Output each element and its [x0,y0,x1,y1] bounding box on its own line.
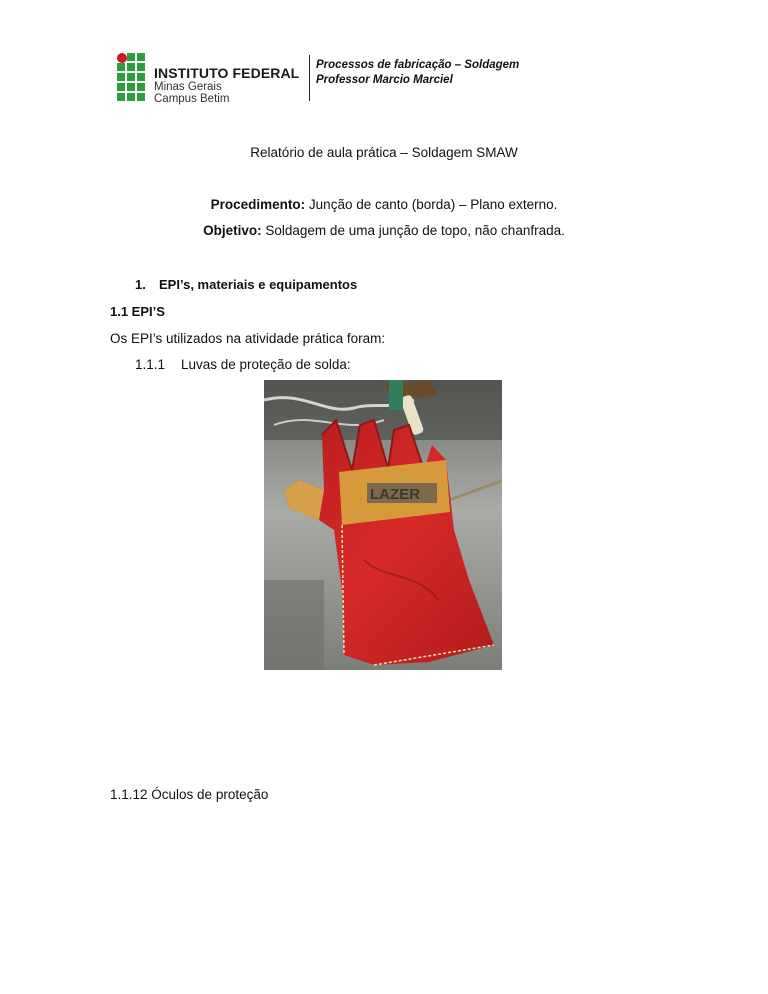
list-item-text: Luvas de proteção de solda: [181,357,351,372]
objective-text: Soldagem de uma junção de topo, não chanfrada. [261,223,565,238]
section-1-1-heading: 1.1 EPI’S [110,304,165,319]
list-item-gloves [135,357,351,372]
procedure-line [0,197,768,212]
objective-label: Objetivo: [203,223,262,238]
logo-red-dot [117,53,127,63]
intro-paragraph: Os EPI’s utilizados na atividade prática foram: [110,331,386,346]
institution-campus: Campus Betim [154,93,230,105]
report-title: Relatório de aula prática – Soldagem SMAW [250,145,518,160]
course-name: Processos de fabricação – Soldagem [316,59,520,71]
institution-name: INSTITUTO FEDERAL [154,65,300,81]
header-divider [309,55,310,101]
institution-state: Minas Gerais [154,81,222,93]
professor-name: Professor Marcio Marciel [316,74,453,86]
institution-logo [117,53,300,105]
section-1-title: EPI’s, materiais e equipamentos [159,277,358,292]
glove-brand-label: LAZER [370,486,420,503]
logo-mark [117,53,147,103]
section-1-heading [135,277,357,292]
list-item-goggles: 1.1.12 Óculos de proteção [110,787,269,802]
list-item-number: 1.1.1 [135,357,166,372]
header-course-info [316,58,519,88]
section-1-number: 1. [135,277,146,292]
glove-illustration [264,380,502,670]
procedure-text: Junção de canto (borda) – Plano externo. [305,197,558,212]
welding-glove-photo [264,380,502,670]
objective-line [0,223,768,238]
procedure-label: Procedimento: [210,197,306,212]
